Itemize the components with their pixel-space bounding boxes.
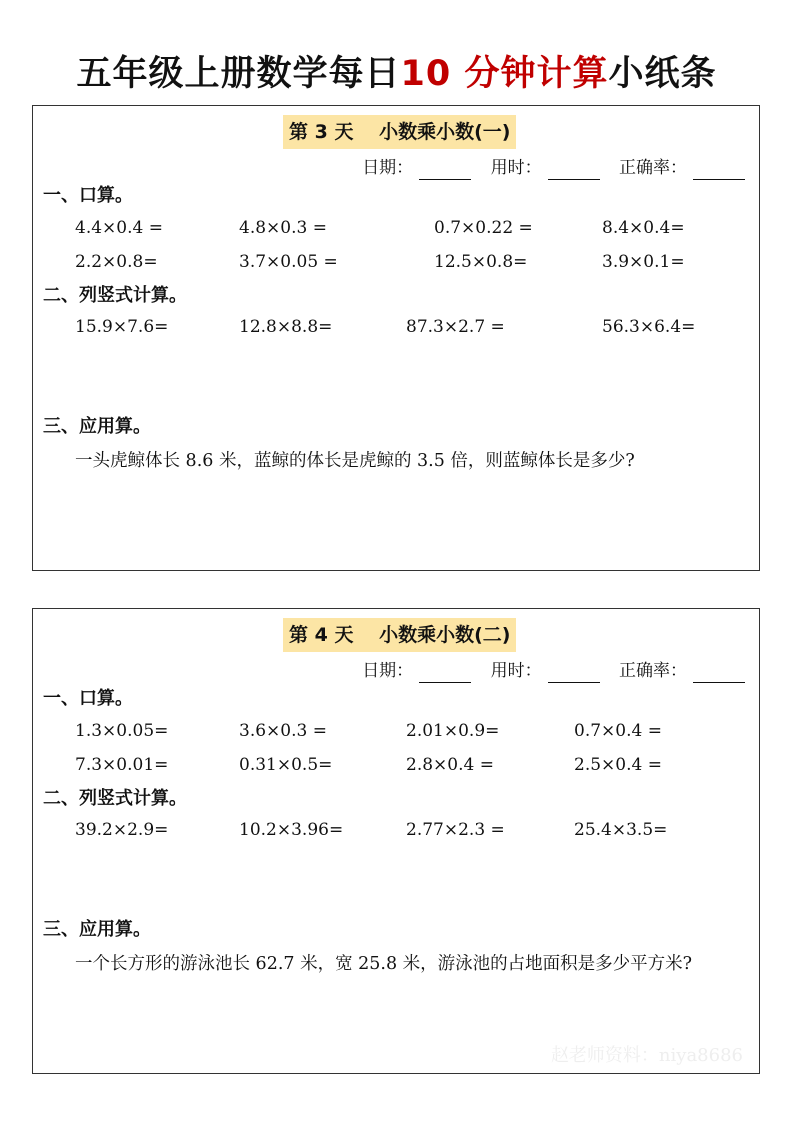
problem: 1.3×0.05= (75, 721, 169, 741)
problem: 56.3×6.4= (602, 317, 696, 337)
word-problem: 一头虎鲸体长 8.6 米，蓝鲸的体长是虎鲸的 3.5 倍，则蓝鲸体长是多少? (75, 451, 635, 471)
time-label: 用时： (490, 661, 542, 681)
problem: 4.8×0.3 = (239, 218, 327, 238)
problem: 2.77×2.3 = (406, 820, 505, 840)
problem: 10.2×3.96= (239, 820, 344, 840)
problem: 4.4×0.4 = (75, 218, 163, 238)
accuracy-blank[interactable] (693, 664, 745, 683)
date-label: 日期： (362, 661, 414, 681)
problem: 0.31×0.5= (239, 755, 333, 775)
problem: 3.7×0.05 = (239, 252, 338, 272)
meta-row (362, 659, 745, 683)
problem: 0.7×0.22 = (434, 218, 533, 238)
problem: 8.4×0.4= (602, 218, 685, 238)
problem: 0.7×0.4 = (574, 721, 662, 741)
problem: 87.3×2.7 = (406, 317, 505, 337)
title-highlight: 10 分钟计算 (400, 54, 609, 94)
problem: 3.6×0.3 = (239, 721, 327, 741)
word-problem: 一个长方形的游泳池长 62.7 米，宽 25.8 米，游泳池的占地面积是多少平方米? (75, 954, 693, 974)
watermark: 赵老师资料：niya8686 (550, 1045, 743, 1066)
card-title: 第 3 天 小数乘小数(一) (283, 115, 516, 149)
section-application: 三、应用算。 (43, 919, 151, 940)
problem: 3.9×0.1= (602, 252, 685, 272)
worksheet-card-day3 (32, 105, 760, 571)
section-vertical: 二、列竖式计算。 (43, 285, 187, 306)
problem: 15.9×7.6= (75, 317, 169, 337)
section-oral: 一、口算。 (43, 688, 133, 709)
problem: 2.2×0.8= (75, 252, 158, 272)
section-vertical: 二、列竖式计算。 (43, 788, 187, 809)
time-blank[interactable] (548, 664, 600, 683)
problem: 2.8×0.4 = (406, 755, 494, 775)
section-oral: 一、口算。 (43, 185, 133, 206)
date-blank[interactable] (419, 161, 471, 180)
accuracy-blank[interactable] (693, 161, 745, 180)
title-part2: 小纸条 (608, 54, 717, 94)
meta-row (362, 156, 745, 180)
problem: 39.2×2.9= (75, 820, 169, 840)
problem: 12.5×0.8= (434, 252, 528, 272)
problem: 25.4×3.5= (574, 820, 668, 840)
date-label: 日期： (362, 158, 414, 178)
problem: 12.8×8.8= (239, 317, 333, 337)
page-title (0, 52, 793, 96)
card-title: 第 4 天 小数乘小数(二) (283, 618, 516, 652)
accuracy-label: 正确率： (619, 661, 687, 681)
title-part1: 五年级上册数学每日 (76, 54, 401, 94)
date-blank[interactable] (419, 664, 471, 683)
accuracy-label: 正确率： (619, 158, 687, 178)
problem: 2.5×0.4 = (574, 755, 662, 775)
worksheet-card-day4 (32, 608, 760, 1074)
problem: 7.3×0.01= (75, 755, 169, 775)
time-blank[interactable] (548, 161, 600, 180)
time-label: 用时： (490, 158, 542, 178)
section-application: 三、应用算。 (43, 416, 151, 437)
problem: 2.01×0.9= (406, 721, 500, 741)
